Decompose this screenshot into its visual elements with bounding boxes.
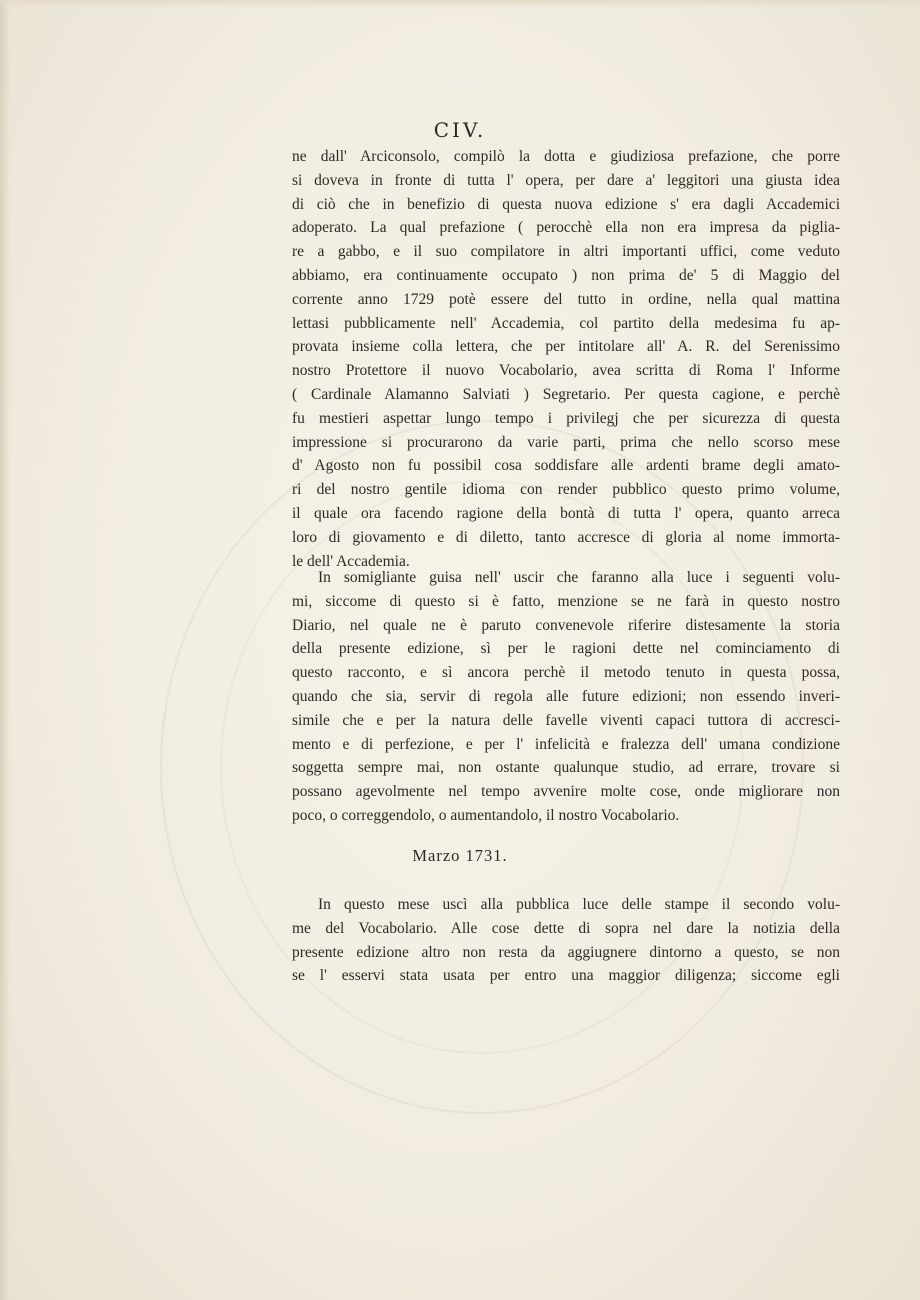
text-line: Diario, nel quale ne è paruto convenevole riferire distesamente la storia [292,616,840,634]
page-edge-shadow [0,0,10,1300]
page-number-header: CIV. [433,118,487,142]
section-heading-date: Marzo 1731. [412,846,508,865]
text-line: presente edizione altro non resta da aggiugnere dintorno a questo, se non [292,943,840,961]
text-line: se l' esservi stata usata per entro una maggior diligenza; siccome egli [292,967,840,985]
paragraph-3 [292,893,840,988]
text-line: nostro Protettore il nuovo Vocabolario, avea scritta di Roma l' Informe [292,362,840,380]
text-line: poco, o correggendolo, o aumentandolo, il nostro Vocabolario. [292,806,680,824]
text-line: ne dall' Arciconsolo, compilò la dotta e giudiziosa prefazione, che porre [292,148,840,165]
text-line: re a gabbo, e il suo compilatore in altri importanti uffici, come veduto [292,243,840,261]
text-line: fu mestieri aspettar lungo tempo i privilegj che per sicurezza di questa [292,409,840,427]
text-line: adoperato. La qual prefazione ( perocchè ella non era impresa da piglia- [292,219,840,237]
text-line: loro di giovamento e di diletto, tanto accresce di gloria al nome immorta- [292,528,840,546]
text-line: si doveva in fronte di tutta l' opera, per dare a' leggitori una giusta idea [292,171,840,189]
text-line: mento e di perfezione, e per l' infelicità e fralezza dell' umana condizione [292,735,840,753]
text-line: lettasi pubblicamente nell' Accademia, col partito della medesima fu ap- [292,314,840,332]
text-line: mi, siccome di questo si è fatto, menzione se ne farà in questo nostro [292,592,840,610]
text-line: In questo mese uscì alla pubblica luce delle stampe il secondo volu- [318,896,840,913]
text-line: della presente edizione, sì per le ragioni dette nel cominciamento di [292,640,840,658]
text-line: possano agevolmente nel tempo avvenire molte cose, onde migliorare non [292,783,840,801]
paragraph-2 [292,566,840,828]
text-line: d' Agosto non fu possibil cosa soddisfare alle ardenti brame degli amato- [292,457,840,475]
text-line: ( Cardinale Alamanno Salviati ) Segretario. Per questa cagione, e perchè [292,385,840,403]
text-line: di ciò che in benefizio di questa nuova edizione s' era dagli Accademici [292,195,840,213]
text-line: ri del nostro gentile idioma con render pubblico questo primo volume, [292,481,840,499]
text-line: il quale ora facendo ragione della bontà di tutta l' opera, quanto arreca [292,504,840,522]
text-line: questo racconto, e sì ancora perchè il metodo tenuto in questa possa, [292,664,840,682]
text-line: me del Vocabolario. Alle cose dette di sopra nel dare la notizia della [292,919,840,937]
text-line: le dell' Accademia. [292,552,410,570]
page-top-shadow [0,0,920,8]
text-line: quando che sia, servir di regola alle future edizioni; non essendo inveri- [292,687,840,705]
paragraph-1 [292,145,840,573]
text-line: provata insieme colla lettera, che per intitolare all' A. R. del Serenissimo [292,338,840,356]
text-line: In somigliante guisa nell' uscir che faranno alla luce i seguenti volu- [318,569,840,586]
text-line: impressione si procurarono da varie parti, prima che nello scorso mese [292,433,840,451]
text-line: soggetta sempre mai, non ostante qualunque studio, ad errare, trovare si [292,759,840,777]
text-line: simile che e per la natura delle favelle viventi capaci tuttora di accresci- [292,711,840,729]
text-line: corrente anno 1729 potè essere del tutto in ordine, nella qual mattina [292,290,840,308]
text-line: abbiamo, era continuamente occupato ) non prima de' 5 di Maggio del [292,266,840,284]
